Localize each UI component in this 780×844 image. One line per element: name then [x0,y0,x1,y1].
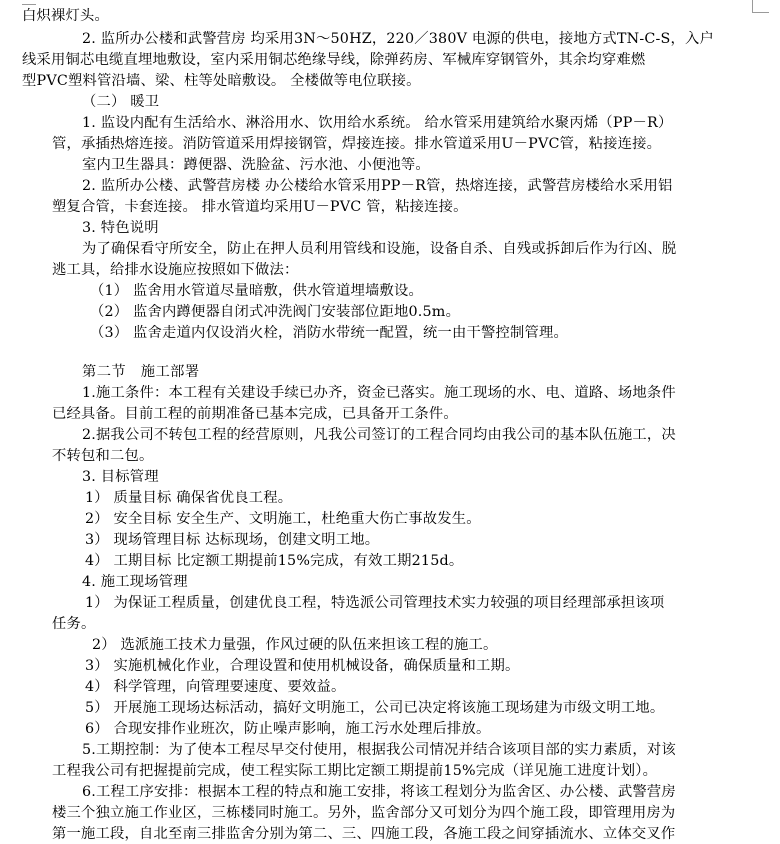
list-item: 3） 实施机械化作业，合理设置和使用机械设备，确保质量和工期。 [85,658,520,674]
list-item: 1） 质量目标 确保省优良工程。 [85,490,293,506]
text-line: 不转包和二包。 [52,448,154,464]
text-line: 塑复合管，卡套连接。 排水管道均采用U－PVC 管，粘接连接。 [52,199,468,215]
text-line: 室内卫生器具：蹲便器、洗脸盆、污水池、小便池等。 [82,157,430,173]
text-line: 1.施工条件：本工程有关建设手续已办齐，资金已落实。施工现场的水、电、道路、场地条件 [82,385,676,401]
section-heading: （二） 暖卫 [82,94,160,110]
list-item: 4） 工期目标 比定额工期提前15%完成，有效工期215d。 [85,553,464,569]
text-line: 2.据我公司不转包工程的经营原则，凡我公司签订的工程合同均由我公司的基本队伍施工，决 [82,427,676,443]
list-item: （2） 监舍内蹲便器自闭式冲洗阀门安装部位距地0.5m。 [90,304,461,320]
text-line: 线采用铜芯电缆直埋地敷设，室内采用铜芯绝缘导线，除弹药房、军械库穿钢管外，其余均穿难燃 [22,52,646,68]
text-line: 楼三个独立施工作业区，三栋楼同时施工。另外，监舍部分又可划分为四个施工段，即管理用房为 [52,805,676,821]
list-item: 2） 安全目标 安全生产、文明施工，杜绝重大伤亡事故发生。 [85,511,481,527]
list-item: （3） 监舍走道内仅设消火栓，消防水带统一配置，统一由干警控制管理。 [90,325,568,341]
text-line: 任务。 [52,616,96,632]
chapter-heading: 第二节 施工部署 [82,364,200,380]
page-corner-mark-right [752,0,769,13]
text-line: 为了确保看守所安全，防止在押人员利用管线和设施，设备自杀、自残或拆卸后作为行凶、脱 [82,241,677,257]
list-item: 4） 科学管理，向管理要速度、要效益。 [85,679,346,695]
text-line: 2. 监所办公楼、武警营房楼 办公楼给水管采用PP－R管，热熔连接，武警营房楼给水采用铝 [82,178,673,194]
text-line: 2. 监所办公楼和武警营房 均采用3N～50HZ，220／380V 电源的供电，接地方式TN-C-S，入户 [82,31,715,47]
list-item: 2） 选派施工技术力量强，作风过硬的队伍来担该工程的施工。 [92,637,498,653]
text-line: 白炽裸灯头。 [22,8,109,24]
list-item: 6） 合现安排作业班次，防止噪声影响，施工污水处理后排放。 [85,721,491,737]
section-heading: 3. 特色说明 [82,220,159,236]
text-line: 管，承插热熔连接。消防管道采用焊接钢管，焊接连接。排水管道采用U－PVC管，粘接连接。 [52,136,662,152]
list-item: （1） 监舍用水管道尽量暗敷，供水管道埋墙敷设。 [90,283,423,299]
list-item: 3） 现场管理目标 达标现场，创建文明工地。 [85,532,380,548]
text-line: 工程我公司有把握提前完成，使工程实际工期比定额工期提前15%完成（详见施工进度计划）。 [52,763,658,779]
text-line: 逃工具，给排水设施应按照如下做法： [52,262,299,278]
list-item: 5） 开展施工现场达标活动，搞好文明施工，公司已决定将该施工现场建为市级文明工地。 [85,700,665,716]
section-heading: 3. 目标管理 [82,469,159,485]
page-corner-mark-left [22,4,36,5]
text-line: 第一施工段，自北至南三排监舍分别为第二、三、四施工段，各施工段之间穿插流水、立体交叉作 [52,826,676,842]
text-line: 已经具备。目前工程的前期准备已基本完成，已具备开工条件。 [52,406,458,422]
section-heading: 4. 施工现场管理 [82,574,188,590]
text-line: 1. 监设内配有生活给水、淋浴用水、饮用给水系统。 给水管采用建筑给水聚丙烯（PP－R） [82,115,673,131]
text-line: 6.工程工序安排：根据本工程的特点和施工安排，将该工程划分为监舍区、办公楼、武警营房 [82,784,676,800]
text-line: 5.工期控制：为了使本工程尽早交付使用，根据我公司情况并结合该项目部的实力素质，对该 [82,742,676,758]
text-line: 型PVC塑料管沿墙、梁、柱等处暗敷设。 全楼做等电位联接。 [22,73,421,89]
list-item: 1） 为保证工程质量，创建优良工程，特选派公司管理技术实力较强的项目经理部承担该项 [85,595,665,611]
